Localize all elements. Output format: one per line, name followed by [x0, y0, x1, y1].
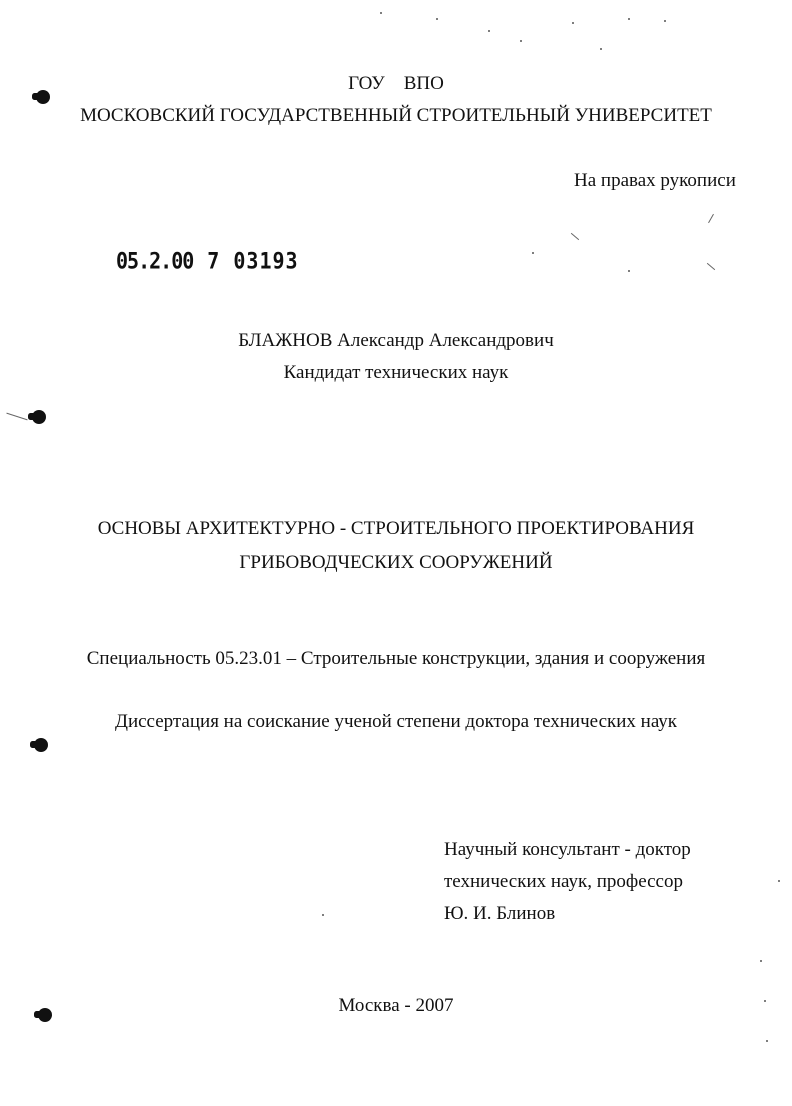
- dissertation-description: Диссертация на соискание ученой степени доктора технических наук: [114, 711, 678, 732]
- consultant-line2: технических наук, профессор: [444, 871, 683, 892]
- scan-speck: [520, 40, 522, 42]
- scan-mark: [6, 413, 27, 421]
- scan-mark: [708, 214, 714, 223]
- scan-speck: [532, 252, 534, 254]
- scan-speck: [628, 18, 630, 20]
- dissertation-title-line1: ОСНОВЫ АРХИТЕКТУРНО - СТРОИТЕЛЬНОГО ПРОЕКТИРОВАНИЯ: [97, 518, 695, 539]
- author-degree: Кандидат технических наук: [283, 362, 509, 383]
- org-abbr-gou: ГОУ: [348, 73, 385, 94]
- dissertation-title-line2: ГРИБОВОДЧЕСКИХ СООРУЖЕНИЙ: [239, 552, 553, 573]
- organization-abbreviation: [0, 73, 792, 95]
- stamp-code-part2: 7 03193: [207, 247, 299, 275]
- scan-speck: [488, 30, 490, 32]
- scan-speck: [600, 48, 602, 50]
- scan-speck: [760, 960, 762, 962]
- city-year: Москва - 2007: [338, 995, 454, 1016]
- consultant-name: Ю. И. Блинов: [444, 903, 556, 924]
- registration-stamp: [116, 248, 299, 274]
- stamp-code-part1: 05.2.00: [116, 247, 194, 275]
- specialty: Специальность 05.23.01 – Строительные конструкции, здания и сооружения: [86, 648, 706, 669]
- scan-mark: [571, 233, 579, 240]
- scan-mark: [707, 263, 715, 270]
- binder-hole-icon: [34, 738, 48, 752]
- scan-speck: [778, 880, 780, 882]
- author-name: БЛАЖНОВ Александр Александрович: [238, 330, 554, 351]
- scan-speck: [628, 270, 630, 272]
- binder-hole-icon: [32, 410, 46, 424]
- manuscript-note: На правах рукописи: [574, 170, 736, 191]
- university-name: МОСКОВСКИЙ ГОСУДАРСТВЕННЫЙ СТРОИТЕЛЬНЫЙ УНИВЕРСИТЕТ: [80, 105, 712, 126]
- scan-speck: [436, 18, 438, 20]
- scan-speck: [664, 20, 666, 22]
- consultant-line1: Научный консультант - доктор: [444, 839, 691, 860]
- org-abbr-vpo: ВПО: [403, 73, 444, 94]
- scan-speck: [572, 22, 574, 24]
- scan-speck: [380, 12, 382, 14]
- scan-speck: [766, 1040, 768, 1042]
- scan-speck: [322, 914, 324, 916]
